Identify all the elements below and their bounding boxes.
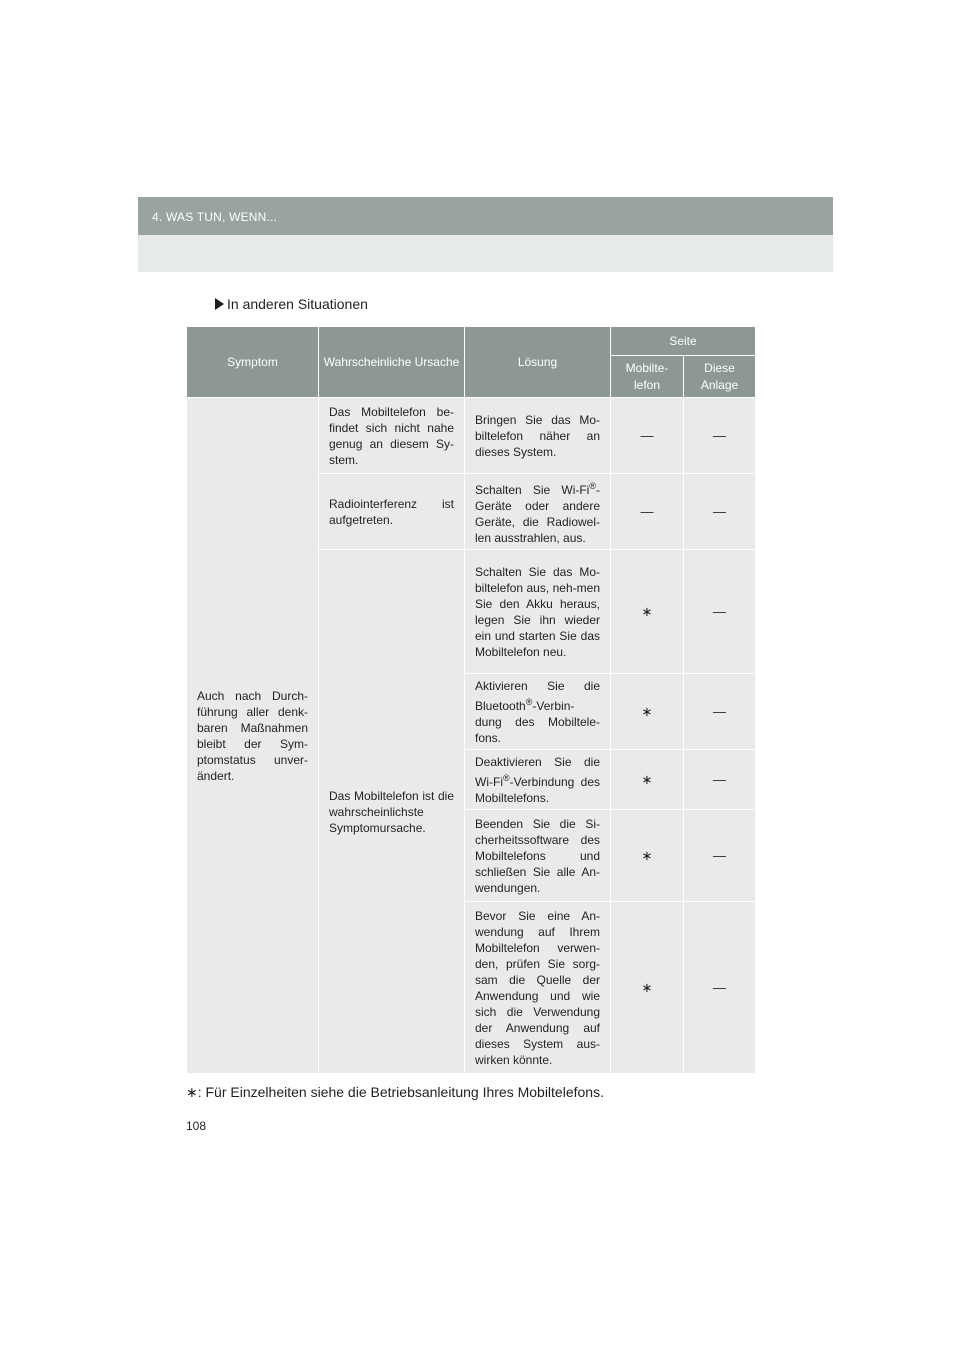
solution-cell — [465, 674, 611, 750]
mobile-page-cell: ∗ — [611, 674, 684, 750]
section-title: In anderen Situationen — [227, 296, 368, 312]
cause-cell: Radiointerferenz ist aufgetreten. — [319, 474, 465, 550]
mobile-page-cell: ∗ — [611, 750, 684, 810]
chapter-title: 4. WAS TUN, WENN... — [152, 210, 278, 224]
triangle-bullet-icon — [215, 298, 224, 310]
solution-cell — [465, 474, 611, 550]
header-system: Diese Anlage — [684, 356, 756, 398]
header-page: Seite — [611, 327, 756, 356]
header-cause: Wahrscheinliche Ursache — [319, 327, 465, 398]
chapter-header-bar — [138, 197, 833, 235]
troubleshooting-table — [186, 326, 756, 1074]
header-mobile: Mobilte-lefon — [611, 356, 684, 398]
registered-mark: ® — [502, 772, 510, 783]
solution-cell: Schalten Sie das Mo-biltelefon aus, neh-men Sie den Akku heraus, legen Sie ihn wieder ein und starten Sie das Mobiltelefon neu. — [465, 550, 611, 674]
solution-cell — [465, 750, 611, 810]
system-page-cell: — — [684, 474, 756, 550]
header-solution: Lösung — [465, 327, 611, 398]
mobile-page-cell: — — [611, 474, 684, 550]
system-page-cell: — — [684, 902, 756, 1074]
solution-text: -Geräte oder andere Geräte, die Radiowel-len ausstrahlen, aus. — [475, 482, 600, 545]
mobile-page-cell: — — [611, 398, 684, 474]
system-page-cell: — — [684, 674, 756, 750]
solution-cell: Bringen Sie das Mo-biltelefon näher an dieses System. — [465, 398, 611, 474]
solution-text: -Verbin-dung des Mobiltele-fons. — [475, 698, 600, 745]
section-heading — [215, 296, 368, 312]
cause-cell: Das Mobiltelefon be-findet sich nicht nahe genug an diesem Sy-stem. — [319, 398, 465, 474]
solution-text: Deaktivieren Sie die Wi-Fi — [475, 754, 600, 789]
solution-text: -Verbindung des Mobiltelefons. — [475, 774, 600, 805]
system-page-cell: — — [684, 750, 756, 810]
registered-mark: ® — [589, 480, 596, 491]
solution-cell: Beenden Sie die Si-cherheitssoftware des Mobiltelefons und schließen Sie alle An-wendungen. — [465, 810, 611, 902]
system-page-cell: — — [684, 810, 756, 902]
cause-cell: Das Mobiltelefon ist die wahrscheinlichste Symptomursache. — [319, 550, 465, 1074]
table-row — [187, 398, 756, 474]
system-page-cell: — — [684, 550, 756, 674]
symptom-cell: Auch nach Durch-führung aller denk-baren Maßnahmen bleibt der Sym-ptomstatus unver-ändert. — [187, 398, 319, 1074]
mobile-page-cell: ∗ — [611, 810, 684, 902]
footnote: ∗: Für Einzelheiten siehe die Betriebsanleitung Ihres Mobiltelefons. — [186, 1084, 604, 1100]
mobile-page-cell: ∗ — [611, 550, 684, 674]
solution-text: Aktivieren Sie die Bluetooth — [475, 678, 600, 713]
mobile-page-cell: ∗ — [611, 902, 684, 1074]
system-page-cell: — — [684, 398, 756, 474]
solution-cell: Bevor Sie eine An-wendung auf Ihrem Mobiltelefon verwen-den, prüfen Sie sorg-sam die Quelle der Anwendung und wie sich die Verwendung der Anwendung auf dieses System aus-wirken könnte. — [465, 902, 611, 1074]
solution-text: Schalten Sie Wi-Fi — [475, 482, 590, 497]
chapter-header-band — [138, 235, 833, 272]
page-number: 108 — [186, 1119, 207, 1133]
registered-mark: ® — [525, 696, 533, 707]
header-symptom: Symptom — [187, 327, 319, 398]
